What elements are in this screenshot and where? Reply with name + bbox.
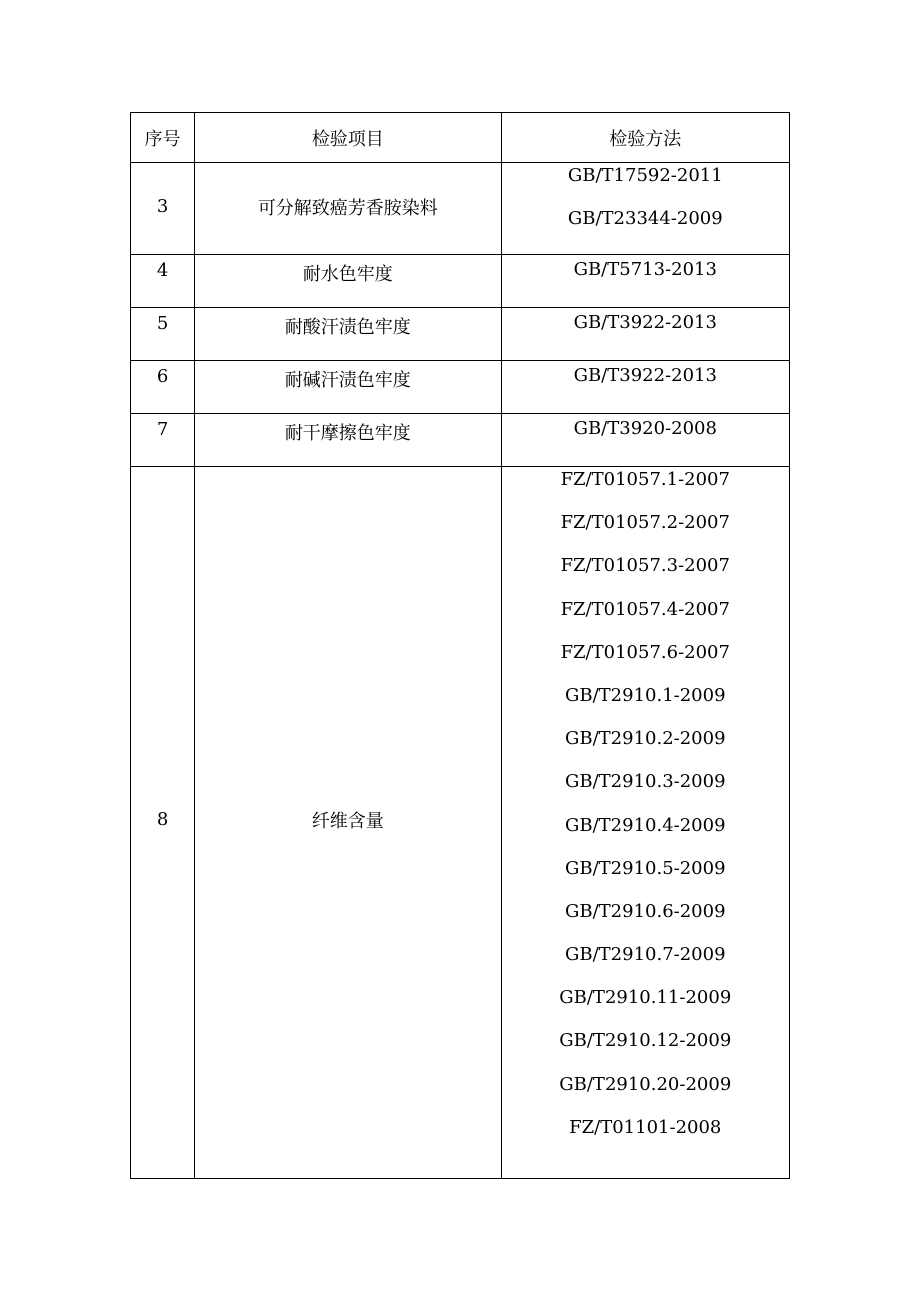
row-test-item: 可分解致癌芳香胺染料 — [195, 163, 501, 255]
row-serial-no: 5 — [131, 308, 195, 361]
table-row — [131, 255, 790, 308]
method-item: GB/T17592-2011 — [567, 165, 723, 186]
table-row — [131, 308, 790, 361]
row-serial-no: 8 — [131, 467, 195, 1179]
row-test-methods — [501, 163, 789, 255]
row-test-item: 耐酸汗渍色牢度 — [195, 308, 501, 361]
method-item: GB/T2910.7-2009 — [564, 944, 726, 966]
method-item: FZ/T01101-2008 — [569, 1116, 722, 1138]
method-item: GB/T2910.20-2009 — [559, 1073, 732, 1095]
header-serial-no: 序号 — [131, 113, 195, 163]
method-item: FZ/T01057.2-2007 — [560, 512, 730, 534]
method-item: GB/T2910.12-2009 — [559, 1030, 732, 1052]
method-item: GB/T2910.1-2009 — [564, 684, 726, 706]
row-serial-no: 3 — [131, 163, 195, 255]
method-item: FZ/T01057.6-2007 — [560, 641, 730, 663]
row-serial-no: 7 — [131, 414, 195, 467]
method-item: GB/T2910.4-2009 — [564, 814, 726, 836]
row-test-item: 耐干摩擦色牢度 — [195, 414, 501, 467]
method-item: GB/T2910.5-2009 — [564, 857, 726, 879]
row-test-method: GB/T3922-2013 — [501, 308, 789, 361]
method-item: FZ/T01057.3-2007 — [560, 555, 730, 577]
table-row — [131, 467, 790, 1179]
header-test-item: 检验项目 — [195, 113, 501, 163]
row-serial-no: 4 — [131, 255, 195, 308]
method-item: GB/T2910.6-2009 — [564, 900, 726, 922]
table-row — [131, 414, 790, 467]
table-row — [131, 361, 790, 414]
table-header-row — [131, 113, 790, 163]
method-list — [502, 163, 789, 249]
method-item: GB/T2910.2-2009 — [564, 728, 726, 750]
row-test-item: 耐水色牢度 — [195, 255, 501, 308]
method-item: FZ/T01057.1-2007 — [560, 469, 730, 490]
method-item: GB/T2910.3-2009 — [564, 771, 726, 793]
method-list — [502, 467, 789, 1158]
row-test-method: GB/T3920-2008 — [501, 414, 789, 467]
row-test-item: 耐碱汗渍色牢度 — [195, 361, 501, 414]
header-test-method: 检验方法 — [501, 113, 789, 163]
method-item: GB/T23344-2009 — [567, 208, 723, 230]
row-serial-no: 6 — [131, 361, 195, 414]
table-row — [131, 163, 790, 255]
row-test-method: GB/T5713-2013 — [501, 255, 789, 308]
method-item: GB/T2910.11-2009 — [559, 987, 732, 1009]
row-test-methods — [501, 467, 789, 1179]
method-item: FZ/T01057.4-2007 — [560, 598, 730, 620]
row-test-item: 纤维含量 — [195, 467, 501, 1179]
inspection-table — [130, 112, 790, 1179]
row-test-method: GB/T3922-2013 — [501, 361, 789, 414]
